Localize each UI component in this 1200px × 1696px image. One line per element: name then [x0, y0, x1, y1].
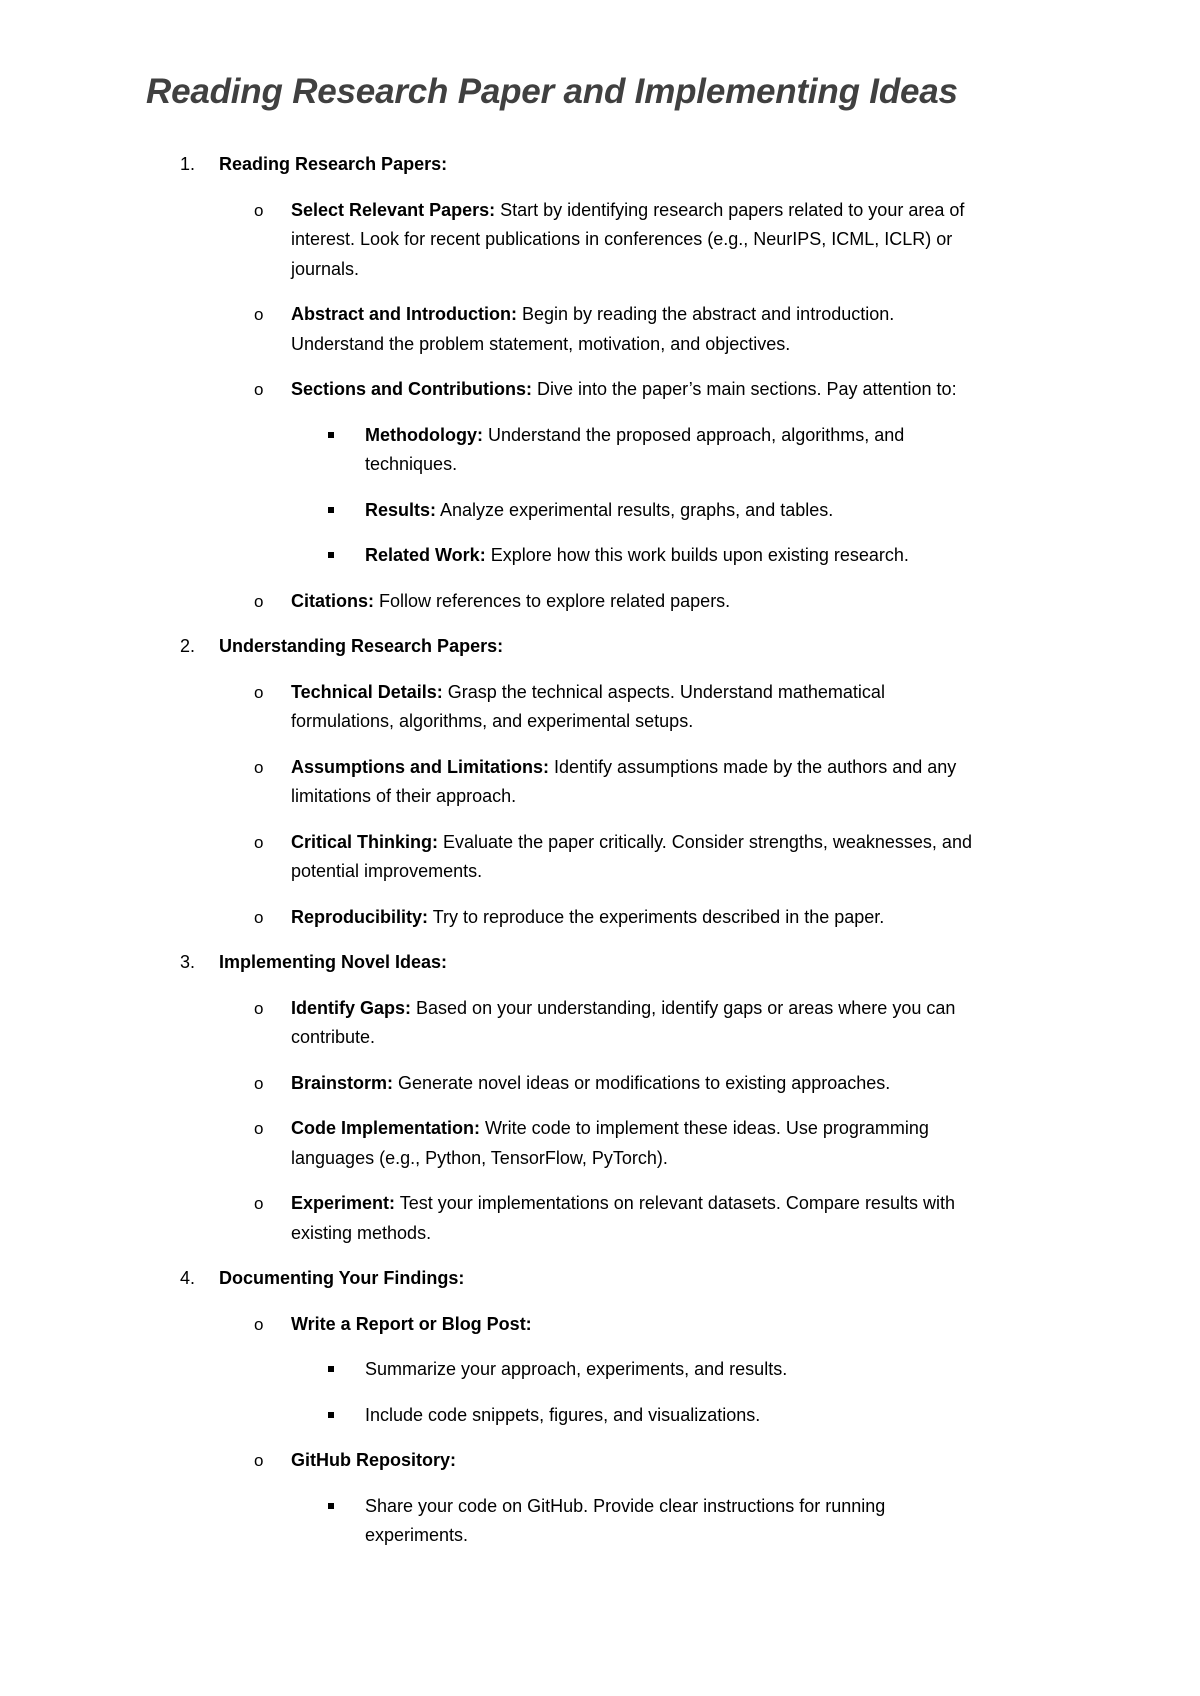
item-term: Assumptions and Limitations:	[291, 756, 550, 777]
list-item-text	[291, 196, 1051, 285]
text-line	[365, 1401, 1055, 1431]
text-line	[291, 1069, 1051, 1099]
circle-bullet-icon: o	[254, 998, 264, 1018]
item-text: Share your code on GitHub. Provide clear instructions for running	[365, 1495, 886, 1516]
document-title: Reading Research Paper and Implementing Ideas	[146, 72, 958, 111]
sub-list-item-text	[365, 1401, 1055, 1431]
list-item-text	[291, 903, 1051, 933]
list-item-text	[291, 994, 1051, 1053]
text-line	[291, 678, 1051, 708]
text-line	[365, 541, 1055, 571]
item-term: Code Implementation:	[291, 1118, 481, 1138]
text-line	[365, 1521, 1055, 1551]
list-item-text	[291, 1446, 1051, 1476]
item-term: Experiment:	[291, 1193, 396, 1213]
text-line	[291, 1446, 1051, 1476]
item-text: Identify assumptions made by the authors and any	[549, 756, 957, 777]
list-item-text	[291, 828, 1051, 887]
section-number: 4.	[180, 1268, 196, 1288]
circle-bullet-icon: o	[254, 832, 264, 852]
item-text: Start by identifying research papers related to your area of	[495, 199, 965, 220]
list-item-text	[291, 1069, 1051, 1099]
item-term: Select Relevant Papers:	[291, 199, 496, 220]
circle-bullet-icon: o	[254, 1119, 264, 1138]
item-text: Dive into the paper’s main sections. Pay attention to:	[532, 379, 957, 399]
item-text: potential improvements.	[291, 861, 483, 881]
text-line	[291, 1023, 1051, 1053]
item-term: Reproducibility:	[291, 906, 429, 927]
item-text: Follow references to explore related papers.	[374, 590, 731, 611]
circle-bullet-icon: o	[254, 1194, 264, 1213]
section-number: 2.	[180, 636, 196, 656]
list-item-text	[291, 753, 1051, 812]
square-bullet-icon	[328, 432, 334, 438]
list-item-text	[291, 587, 1051, 617]
item-text: Explore how this work builds upon existing research.	[485, 545, 909, 565]
text-line	[291, 1219, 1051, 1249]
square-bullet-icon	[328, 507, 334, 513]
square-bullet-icon	[328, 1503, 334, 1509]
text-line	[291, 375, 1051, 405]
text-line	[291, 903, 1051, 933]
circle-bullet-icon: o	[254, 305, 264, 324]
list-item-text	[291, 300, 1051, 359]
item-text: Grasp the technical aspects. Understand mathematical	[442, 681, 885, 702]
sub-list-item-text	[365, 1492, 1055, 1551]
item-text: techniques.	[365, 454, 458, 474]
item-text: Write code to implement these ideas. Use programming	[480, 1118, 929, 1138]
item-text: Summarize your approach, experiments, and results.	[365, 1359, 788, 1379]
sub-list-item-text	[365, 541, 1055, 571]
item-text: Analyze experimental results, graphs, and tables.	[436, 499, 834, 520]
text-line	[365, 450, 1055, 480]
section-number: 3.	[180, 952, 196, 972]
item-term: Write a Report or Blog Post:	[291, 1313, 532, 1334]
item-term: GitHub Repository:	[291, 1450, 456, 1470]
item-text: formulations, algorithms, and experimental setups.	[291, 711, 694, 731]
text-line	[365, 1492, 1055, 1522]
item-term: Abstract and Introduction:	[291, 304, 517, 324]
square-bullet-icon	[328, 552, 334, 558]
sub-list-item-text	[365, 421, 1055, 480]
item-text: journals.	[291, 258, 360, 279]
text-line	[291, 255, 1051, 285]
list-item-text	[291, 1310, 1051, 1340]
item-text: Evaluate the paper critically. Consider strengths, weaknesses, and	[438, 831, 972, 852]
section-title: Implementing Novel Ideas:	[219, 952, 448, 972]
text-line	[291, 857, 1051, 887]
section-title: Reading Research Papers:	[219, 154, 448, 174]
item-text: interest. Look for recent publications in conferences (e.g., NeurIPS, ICML, ICLR) or	[291, 229, 953, 249]
text-line	[365, 1355, 1055, 1385]
text-line	[291, 753, 1051, 783]
text-line	[291, 196, 1051, 226]
item-term: Identify Gaps:	[291, 997, 412, 1018]
item-text: Understand the problem statement, motivation, and objectives.	[291, 333, 791, 354]
item-text: Test your implementations on relevant datasets. Compare results with	[395, 1193, 955, 1213]
item-text: limitations of their approach.	[291, 786, 517, 806]
text-line	[365, 421, 1055, 451]
sub-list-item-text	[365, 1355, 1055, 1385]
item-text: contribute.	[291, 1027, 376, 1047]
list-item-text	[291, 678, 1051, 737]
item-text: existing methods.	[291, 1222, 432, 1243]
item-text: Include code snippets, figures, and visualizations.	[365, 1404, 761, 1425]
item-text: Try to reproduce the experiments described in the paper.	[428, 906, 885, 927]
item-term: Related Work:	[365, 545, 486, 565]
item-text: Generate novel ideas or modifications to existing approaches.	[393, 1072, 891, 1093]
item-term: Citations:	[291, 590, 374, 611]
item-term: Technical Details:	[291, 681, 443, 702]
circle-bullet-icon: o	[254, 591, 264, 611]
circle-bullet-icon: o	[254, 200, 264, 220]
item-term: Critical Thinking:	[291, 831, 439, 852]
circle-bullet-icon: o	[254, 1314, 264, 1334]
circle-bullet-icon: o	[254, 1073, 264, 1093]
text-line	[291, 707, 1051, 737]
square-bullet-icon	[328, 1366, 334, 1372]
item-term: Sections and Contributions:	[291, 379, 532, 399]
text-line	[291, 994, 1051, 1024]
list-item-text	[291, 1189, 1051, 1248]
item-text: languages (e.g., Python, TensorFlow, PyTorch).	[291, 1147, 668, 1168]
item-term: Results:	[365, 499, 437, 520]
circle-bullet-icon: o	[254, 1451, 264, 1470]
list-item-text	[291, 1114, 1051, 1173]
circle-bullet-icon: o	[254, 682, 264, 702]
text-line	[365, 496, 1055, 526]
text-line	[291, 225, 1051, 255]
item-text: experiments.	[365, 1525, 469, 1545]
section-number: 1.	[180, 154, 196, 174]
list-item-text	[291, 375, 1051, 405]
item-text: Based on your understanding, identify gaps or areas where you can	[411, 997, 956, 1018]
item-term: Brainstorm:	[291, 1072, 394, 1093]
circle-bullet-icon: o	[254, 757, 264, 777]
text-line	[291, 330, 1051, 360]
circle-bullet-icon: o	[254, 380, 264, 399]
section-title: Documenting Your Findings:	[219, 1268, 465, 1288]
circle-bullet-icon: o	[254, 907, 264, 927]
text-line	[291, 828, 1051, 858]
text-line	[291, 1310, 1051, 1340]
item-text: Begin by reading the abstract and introduction.	[517, 304, 895, 324]
text-line	[291, 300, 1051, 330]
text-line	[291, 782, 1051, 812]
text-line	[291, 1144, 1051, 1174]
square-bullet-icon	[328, 1412, 334, 1418]
sub-list-item-text	[365, 496, 1055, 526]
text-line	[291, 587, 1051, 617]
item-text: Understand the proposed approach, algorithms, and	[482, 424, 905, 445]
item-term: Methodology:	[365, 424, 483, 445]
text-line	[291, 1114, 1051, 1144]
text-line	[291, 1189, 1051, 1219]
section-title: Understanding Research Papers:	[219, 636, 504, 656]
